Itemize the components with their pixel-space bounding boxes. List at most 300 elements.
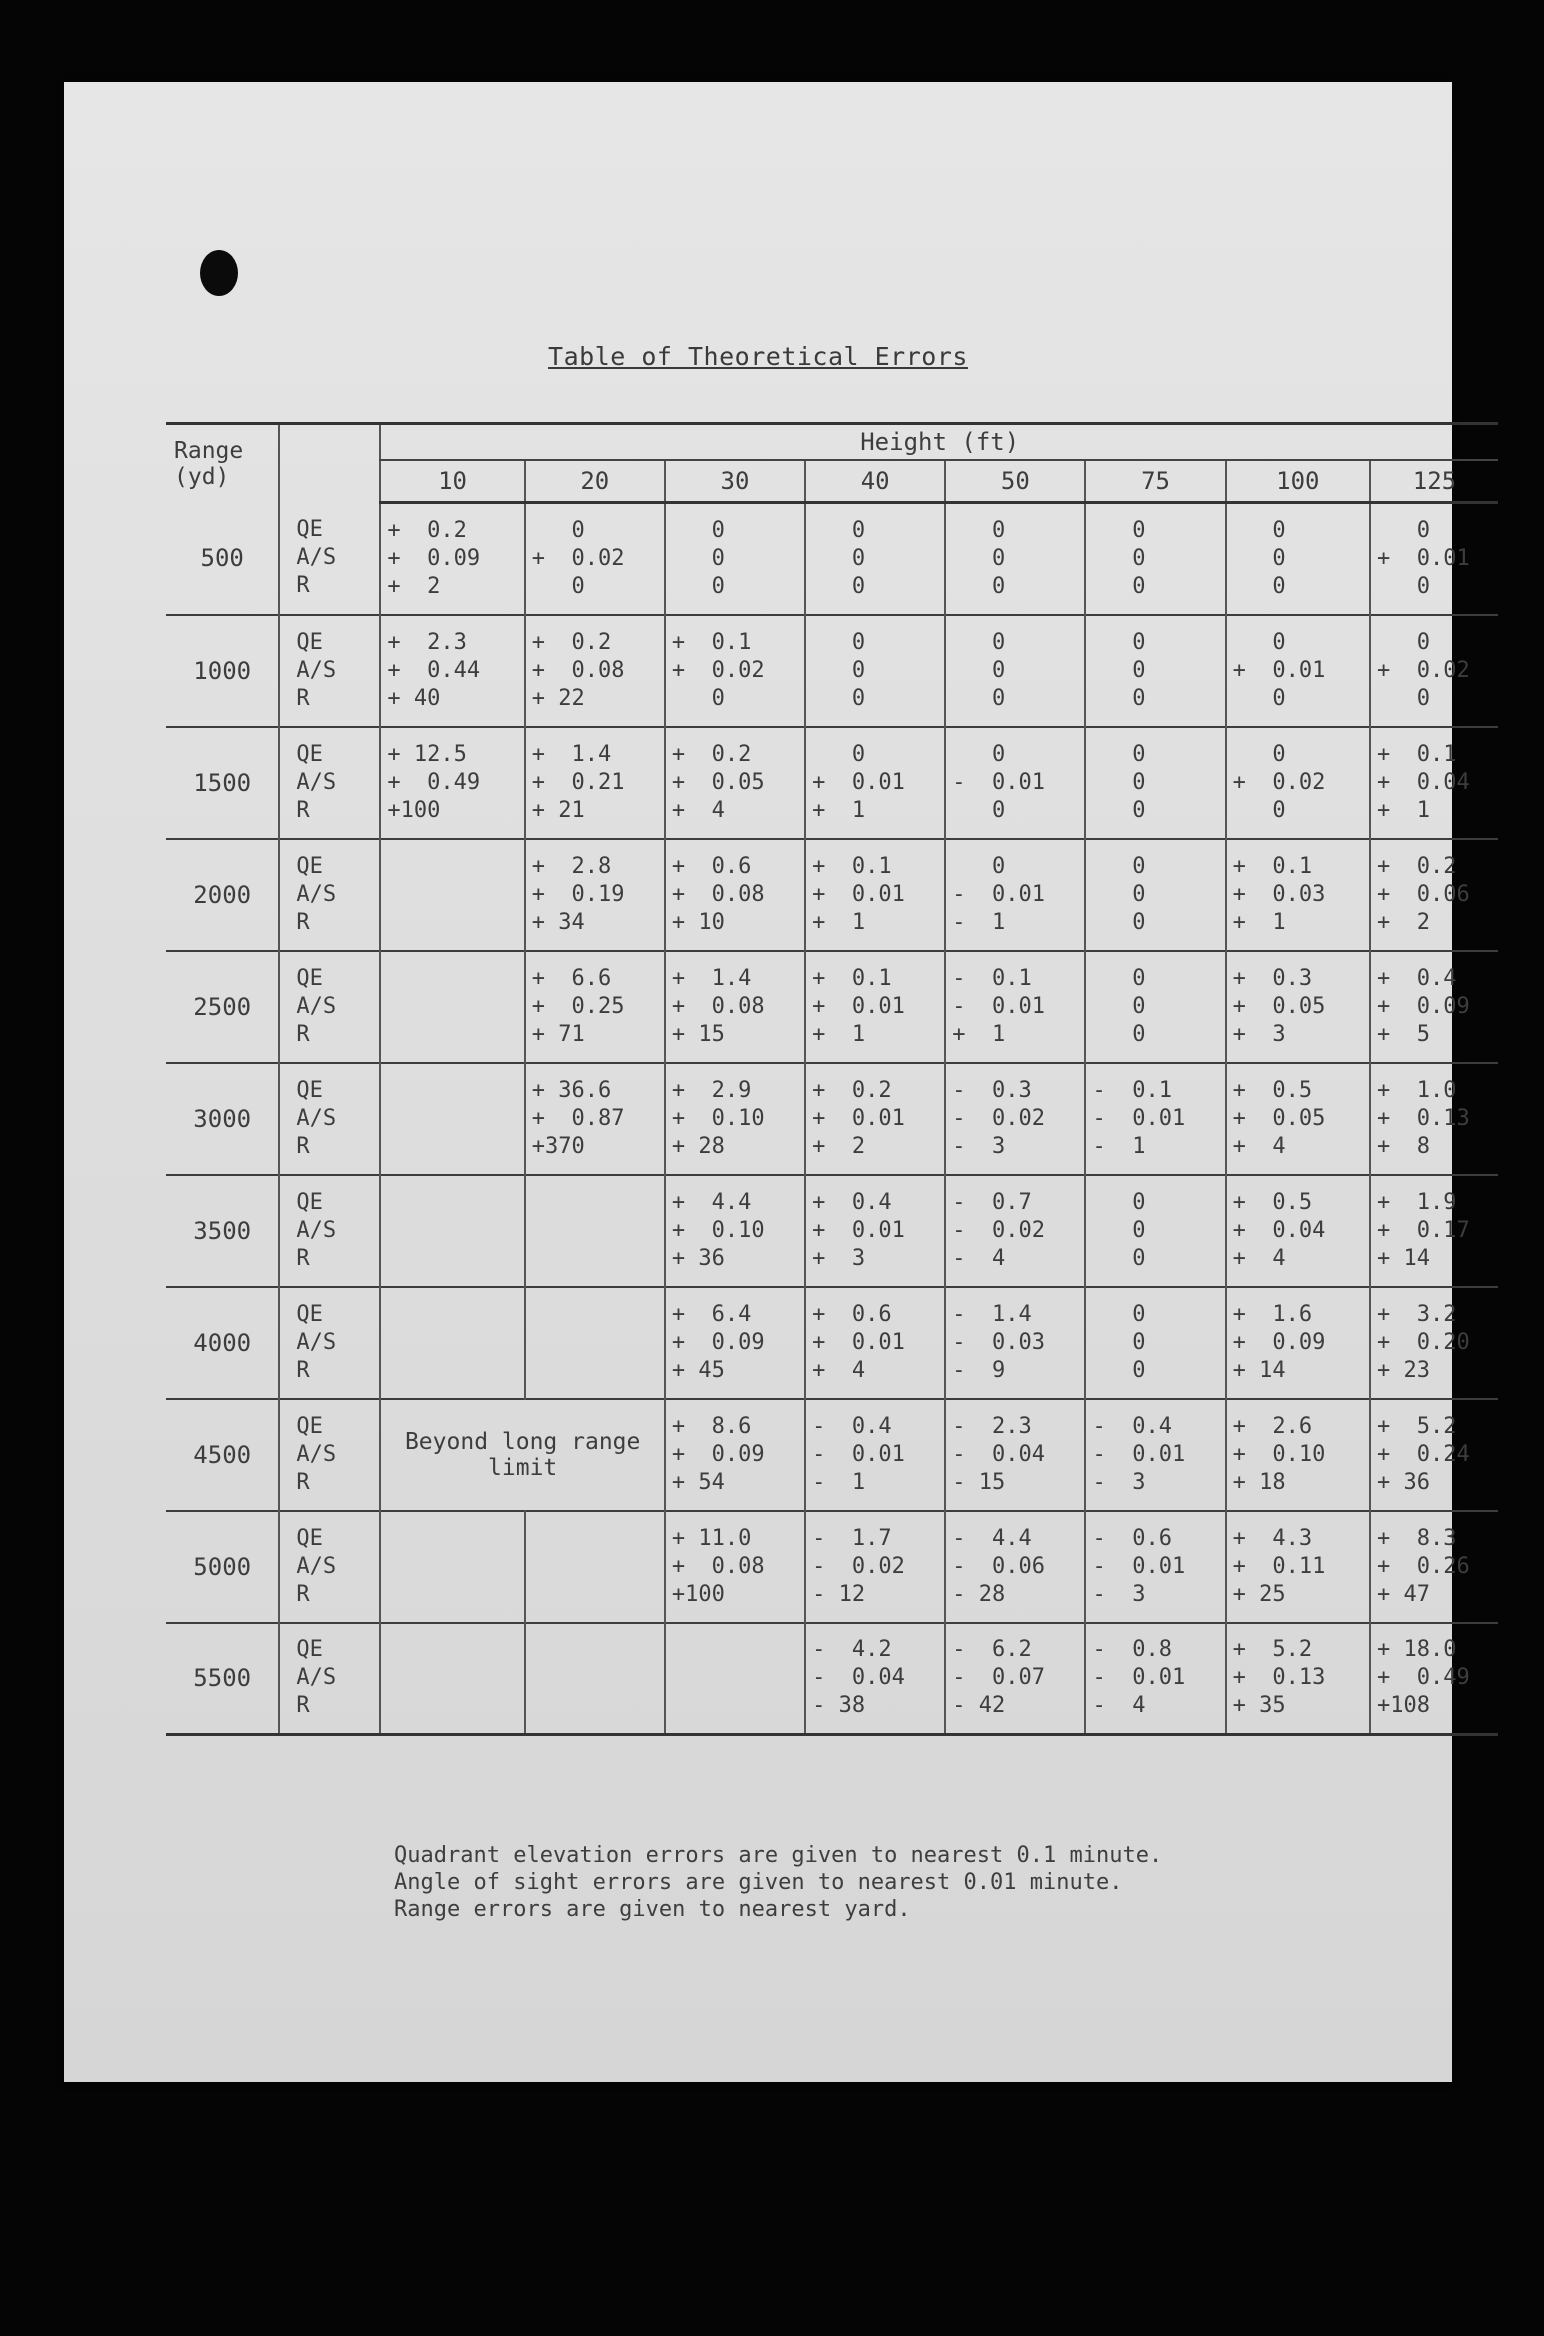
height-column-header: 75 bbox=[1085, 460, 1225, 503]
range-error-value: + 5 bbox=[1376, 1021, 1430, 1047]
table-title: Table of Theoretical Errors bbox=[548, 342, 968, 371]
qe-value: + 0.6 bbox=[671, 853, 752, 879]
range-value: 2000 bbox=[193, 880, 252, 909]
qe-value: + 0.4 bbox=[812, 1189, 892, 1215]
angle-of-sight-value: - 0.04 bbox=[812, 1665, 905, 1691]
error-cell bbox=[1085, 839, 1225, 951]
error-cell bbox=[525, 1623, 665, 1735]
row-labels bbox=[279, 951, 380, 1063]
qe-value: + 0.5 bbox=[1232, 1077, 1313, 1103]
error-cell bbox=[1085, 951, 1225, 1063]
angle-of-sight-value: 0 bbox=[1092, 545, 1146, 571]
error-cell bbox=[665, 503, 805, 615]
qe-value: + 8.3 bbox=[1376, 1525, 1457, 1551]
range-error-value: - 1 bbox=[1092, 1133, 1146, 1159]
error-cell bbox=[945, 1287, 1085, 1399]
error-cell bbox=[1226, 1399, 1370, 1511]
row-label: R bbox=[296, 1469, 310, 1495]
qe-value: + 5.2 bbox=[1232, 1637, 1313, 1663]
row-labels bbox=[279, 1399, 380, 1511]
table-row bbox=[166, 839, 1498, 951]
row-label: R bbox=[296, 909, 310, 935]
error-cell bbox=[665, 1063, 805, 1175]
range-error-value: 0 bbox=[1092, 573, 1146, 599]
error-cell bbox=[1226, 727, 1370, 839]
range-error-value bbox=[526, 1581, 664, 1609]
qe-value: + 12.5 bbox=[387, 741, 467, 767]
error-cell bbox=[1226, 1623, 1370, 1735]
error-cell bbox=[1226, 951, 1370, 1063]
qe-value: - 0.8 bbox=[1092, 1637, 1172, 1663]
range-error-value: +100 bbox=[387, 797, 441, 823]
error-cell bbox=[805, 1287, 945, 1399]
angle-of-sight-value: + 0.49 bbox=[1376, 1665, 1470, 1691]
error-cell bbox=[945, 727, 1085, 839]
height-column-header: 20 bbox=[525, 460, 665, 503]
qe-value: + 0.1 bbox=[812, 853, 892, 879]
row-label: QE bbox=[296, 1301, 323, 1327]
range-value: 2500 bbox=[193, 992, 252, 1021]
row-label: A/S bbox=[296, 657, 337, 683]
error-cell bbox=[805, 503, 945, 615]
qe-value: + 2.8 bbox=[531, 853, 612, 879]
range-error-value: - 1 bbox=[812, 1469, 866, 1495]
qe-value: - 0.6 bbox=[1092, 1525, 1172, 1551]
range-error-value bbox=[381, 1357, 523, 1385]
angle-of-sight-value: - 0.01 bbox=[1092, 1105, 1186, 1131]
qe-value bbox=[526, 1189, 664, 1217]
error-cell bbox=[945, 1063, 1085, 1175]
error-cell bbox=[1226, 839, 1370, 951]
row-label: A/S bbox=[296, 1105, 337, 1131]
qe-value: + 6.6 bbox=[531, 965, 612, 991]
range-error-value: 0 bbox=[812, 573, 866, 599]
error-cell bbox=[380, 503, 524, 615]
row-label: QE bbox=[296, 853, 323, 879]
range-error-value: + 2 bbox=[812, 1133, 866, 1159]
qe-value: 0 bbox=[1092, 629, 1146, 655]
range-error-value: + 10 bbox=[671, 909, 725, 935]
table-row bbox=[166, 727, 1498, 839]
row-label: R bbox=[296, 1021, 310, 1047]
range-error-value: 0 bbox=[1376, 573, 1430, 599]
range-value: 3000 bbox=[193, 1104, 252, 1133]
error-cell bbox=[665, 951, 805, 1063]
range-error-value: + 54 bbox=[671, 1469, 725, 1495]
qe-value: - 0.4 bbox=[1092, 1413, 1172, 1439]
qe-value: 0 bbox=[1376, 629, 1430, 655]
error-cell bbox=[805, 1175, 945, 1287]
angle-of-sight-value: - 0.01 bbox=[1092, 1665, 1186, 1691]
range-error-value: + 1 bbox=[952, 1021, 1006, 1047]
error-cell bbox=[525, 1511, 665, 1623]
qe-value: - 4.2 bbox=[812, 1637, 892, 1663]
height-header: Height (ft) bbox=[380, 424, 1498, 461]
range-error-value: +370 bbox=[531, 1133, 585, 1159]
qe-value: + 1.4 bbox=[671, 965, 752, 991]
range-error-value: + 22 bbox=[531, 685, 585, 711]
footnote-qe: Quadrant elevation errors are given to nearest 0.1 minute. bbox=[394, 1843, 1163, 1868]
range-error-value bbox=[666, 1692, 804, 1720]
qe-value: + 8.6 bbox=[671, 1413, 752, 1439]
qe-value: + 4.4 bbox=[671, 1189, 752, 1215]
range-error-value: + 15 bbox=[671, 1021, 725, 1047]
row-label: R bbox=[296, 1357, 310, 1383]
error-cell bbox=[665, 1175, 805, 1287]
row-label: A/S bbox=[296, 545, 337, 570]
range-error-value bbox=[526, 1357, 664, 1385]
angle-of-sight-value: - 0.01 bbox=[1092, 1553, 1186, 1579]
angle-of-sight-value bbox=[526, 1217, 664, 1245]
qe-value bbox=[526, 1525, 664, 1553]
angle-of-sight-value: 0 bbox=[1092, 1329, 1146, 1355]
range-error-value: + 1 bbox=[1376, 797, 1430, 823]
qe-value: 0 bbox=[812, 629, 866, 655]
range-error-value: + 36 bbox=[671, 1245, 725, 1271]
row-label: A/S bbox=[296, 993, 337, 1019]
error-cell bbox=[1085, 1063, 1225, 1175]
error-cell bbox=[945, 1175, 1085, 1287]
error-cell bbox=[525, 1063, 665, 1175]
error-cell bbox=[805, 1511, 945, 1623]
angle-of-sight-value: + 0.01 bbox=[812, 993, 905, 1019]
angle-of-sight-value: + 0.24 bbox=[1376, 1441, 1470, 1467]
qe-value: + 2.9 bbox=[671, 1077, 752, 1103]
error-cell bbox=[525, 727, 665, 839]
angle-of-sight-value: - 0.07 bbox=[952, 1665, 1045, 1691]
table-row bbox=[166, 951, 1498, 1063]
angle-of-sight-value: + 0.06 bbox=[1376, 881, 1470, 907]
range-error-value: - 4 bbox=[952, 1245, 1006, 1271]
qe-value: 0 bbox=[1092, 1189, 1146, 1215]
qe-value: + 11.0 bbox=[671, 1525, 752, 1551]
row-label: QE bbox=[296, 1413, 323, 1439]
error-cell bbox=[665, 727, 805, 839]
error-cell bbox=[1085, 1623, 1225, 1735]
error-cell bbox=[1370, 951, 1498, 1063]
row-label: QE bbox=[296, 1525, 323, 1551]
angle-of-sight-value: + 0.11 bbox=[1232, 1553, 1326, 1579]
error-cell bbox=[525, 839, 665, 951]
qe-value: 0 bbox=[952, 629, 1006, 655]
range-error-value: + 2 bbox=[1376, 909, 1430, 935]
range-error-value: + 1 bbox=[812, 909, 866, 935]
qe-value bbox=[526, 1301, 664, 1329]
row-label: QE bbox=[296, 1637, 323, 1663]
range-error-value: - 3 bbox=[952, 1133, 1006, 1159]
angle-of-sight-value: 0 bbox=[1092, 769, 1146, 795]
angle-of-sight-value: 0 bbox=[1232, 545, 1286, 571]
angle-of-sight-value: - 0.02 bbox=[952, 1217, 1045, 1243]
row-label: R bbox=[296, 1581, 310, 1607]
range-header-unit: (yd) bbox=[174, 463, 230, 490]
angle-of-sight-value bbox=[381, 881, 523, 909]
row-label: A/S bbox=[296, 1217, 337, 1243]
row-label: A/S bbox=[296, 1553, 337, 1579]
angle-of-sight-value bbox=[526, 1329, 664, 1357]
angle-of-sight-value: + 0.04 bbox=[1232, 1217, 1326, 1243]
range-error-value: + 34 bbox=[531, 909, 585, 935]
angle-of-sight-value: - 0.01 bbox=[952, 881, 1045, 907]
range-error-value: + 1 bbox=[812, 1021, 866, 1047]
range-value: 4000 bbox=[193, 1328, 252, 1357]
qe-value: 0 bbox=[1376, 517, 1430, 543]
error-cell bbox=[380, 951, 524, 1063]
qe-value: 0 bbox=[1232, 517, 1286, 543]
height-column-header: 50 bbox=[945, 460, 1085, 503]
row-labels bbox=[279, 615, 380, 727]
angle-of-sight-value: + 0.09 bbox=[671, 1441, 765, 1467]
range-error-value: +108 bbox=[1376, 1693, 1430, 1719]
table-row bbox=[166, 1063, 1498, 1175]
range-error-value bbox=[381, 909, 523, 937]
row-label: QE bbox=[296, 517, 323, 542]
range-error-value: + 4 bbox=[1232, 1133, 1286, 1159]
qe-value: 0 bbox=[1092, 853, 1146, 879]
angle-of-sight-value: + 0.02 bbox=[1232, 769, 1326, 795]
qe-value: 0 bbox=[671, 517, 725, 543]
error-cell bbox=[1226, 503, 1370, 615]
range-error-value: - 42 bbox=[952, 1693, 1006, 1719]
range-error-value bbox=[381, 1581, 523, 1609]
range-error-value: + 23 bbox=[1376, 1357, 1430, 1383]
range-error-value: 0 bbox=[1092, 797, 1146, 823]
qe-value: + 6.4 bbox=[671, 1301, 752, 1327]
range-error-value: + 71 bbox=[531, 1021, 585, 1047]
table-row bbox=[166, 615, 1498, 727]
qe-value: + 5.2 bbox=[1376, 1413, 1457, 1439]
qe-value: 0 bbox=[1232, 629, 1286, 655]
error-cell bbox=[1085, 615, 1225, 727]
error-cell bbox=[525, 951, 665, 1063]
error-cell bbox=[945, 1511, 1085, 1623]
error-cell bbox=[1085, 1511, 1225, 1623]
angle-of-sight-value: + 0.09 bbox=[1376, 993, 1470, 1019]
range-error-value: 0 bbox=[952, 573, 1006, 599]
range-error-value: + 18 bbox=[1232, 1469, 1286, 1495]
error-cell bbox=[1370, 615, 1498, 727]
error-cell bbox=[1085, 1175, 1225, 1287]
angle-of-sight-value: 0 bbox=[1092, 881, 1146, 907]
error-cell bbox=[1226, 615, 1370, 727]
qe-value: 0 bbox=[1232, 741, 1286, 767]
row-label: QE bbox=[296, 741, 323, 767]
range-error-value: - 4 bbox=[1092, 1693, 1146, 1719]
error-cell bbox=[1085, 503, 1225, 615]
error-cell bbox=[945, 1623, 1085, 1735]
angle-of-sight-value: + 0.26 bbox=[1376, 1553, 1470, 1579]
range-error-value: + 21 bbox=[531, 797, 585, 823]
error-cell bbox=[945, 615, 1085, 727]
error-cell bbox=[1085, 1399, 1225, 1511]
error-cell bbox=[665, 1287, 805, 1399]
range-error-value: + 14 bbox=[1232, 1357, 1286, 1383]
angle-of-sight-value: - 0.01 bbox=[1092, 1441, 1186, 1467]
qe-value: + 2.6 bbox=[1232, 1413, 1313, 1439]
error-cell bbox=[1370, 1063, 1498, 1175]
qe-value: 0 bbox=[812, 517, 866, 543]
range-header-label: Range bbox=[174, 437, 244, 464]
range-error-value: + 2 bbox=[387, 573, 441, 599]
range-value: 5500 bbox=[193, 1664, 252, 1693]
angle-of-sight-value: 0 bbox=[1092, 1217, 1146, 1243]
angle-of-sight-value: 0 bbox=[1092, 657, 1146, 683]
qe-value bbox=[381, 1636, 523, 1664]
row-label: A/S bbox=[296, 1329, 337, 1355]
angle-of-sight-value: + 0.44 bbox=[387, 657, 481, 683]
angle-of-sight-value: + 0.02 bbox=[671, 657, 765, 683]
row-label: R bbox=[296, 1693, 310, 1719]
qe-value: - 0.3 bbox=[952, 1077, 1032, 1103]
range-error-value: 0 bbox=[671, 573, 725, 599]
error-cell bbox=[805, 839, 945, 951]
range-error-value: 0 bbox=[1232, 797, 1286, 823]
error-cell bbox=[805, 1063, 945, 1175]
angle-of-sight-value: - 0.01 bbox=[952, 769, 1045, 795]
row-label: QE bbox=[296, 1077, 323, 1103]
error-cell bbox=[945, 503, 1085, 615]
angle-of-sight-value: 0 bbox=[812, 657, 866, 683]
range-error-value: + 40 bbox=[387, 685, 441, 711]
qe-value: - 6.2 bbox=[952, 1637, 1032, 1663]
qe-value: - 0.4 bbox=[812, 1413, 892, 1439]
error-cell bbox=[665, 1399, 805, 1511]
error-cell bbox=[1370, 839, 1498, 951]
range-error-value: 0 bbox=[1092, 909, 1146, 935]
range-error-value: - 9 bbox=[952, 1357, 1006, 1383]
qe-value bbox=[381, 1525, 523, 1553]
error-cell bbox=[665, 1511, 805, 1623]
row-label: R bbox=[296, 1133, 310, 1159]
range-error-value: - 12 bbox=[812, 1581, 866, 1607]
error-cell bbox=[1370, 1623, 1498, 1735]
error-cell bbox=[665, 839, 805, 951]
qe-value: + 0.2 bbox=[387, 517, 467, 543]
qe-value: + 0.2 bbox=[671, 741, 752, 767]
row-label: A/S bbox=[296, 881, 337, 907]
range-error-value: + 8 bbox=[1376, 1133, 1430, 1159]
table-row bbox=[166, 1287, 1498, 1399]
error-cell bbox=[805, 615, 945, 727]
range-error-value bbox=[381, 1245, 523, 1273]
qe-value: - 1.7 bbox=[812, 1525, 892, 1551]
angle-of-sight-value bbox=[381, 1105, 523, 1133]
height-column-header: 10 bbox=[380, 460, 524, 503]
table-body bbox=[166, 503, 1498, 1735]
error-cell bbox=[525, 1287, 665, 1399]
qe-value: + 0.2 bbox=[531, 629, 612, 655]
error-cell bbox=[1226, 1175, 1370, 1287]
document-page bbox=[64, 82, 1470, 2082]
qe-value: + 1.0 bbox=[1376, 1077, 1457, 1103]
range-error-value: - 3 bbox=[1092, 1581, 1146, 1607]
height-column-header: 40 bbox=[805, 460, 945, 503]
range-error-value: 0 bbox=[1092, 1021, 1146, 1047]
error-cell bbox=[1085, 1287, 1225, 1399]
angle-of-sight-value: + 0.10 bbox=[671, 1217, 765, 1243]
angle-of-sight-value: - 0.04 bbox=[952, 1441, 1045, 1467]
angle-of-sight-value: + 0.01 bbox=[1376, 545, 1470, 571]
row-labels bbox=[279, 1063, 380, 1175]
angle-of-sight-value bbox=[381, 993, 523, 1021]
range-error-value: - 15 bbox=[952, 1469, 1006, 1495]
error-cell bbox=[380, 1063, 524, 1175]
height-column-header: 125 bbox=[1370, 460, 1498, 503]
angle-of-sight-value: + 0.87 bbox=[531, 1105, 625, 1131]
table-row bbox=[166, 1511, 1498, 1623]
qe-value: + 0.2 bbox=[1376, 853, 1457, 879]
range-error-value: + 45 bbox=[671, 1357, 725, 1383]
angle-of-sight-value: + 0.09 bbox=[387, 545, 481, 571]
range-error-value: 0 bbox=[531, 573, 585, 599]
row-labels bbox=[279, 1511, 380, 1623]
angle-of-sight-value: + 0.19 bbox=[531, 881, 625, 907]
error-cell bbox=[665, 615, 805, 727]
error-cell bbox=[1370, 1287, 1498, 1399]
qe-value: + 0.5 bbox=[1232, 1189, 1313, 1215]
range-error-value: - 1 bbox=[952, 909, 1006, 935]
qe-value bbox=[526, 1636, 664, 1664]
row-label: A/S bbox=[296, 769, 337, 795]
range-error-value: 0 bbox=[1092, 685, 1146, 711]
angle-of-sight-value: + 0.02 bbox=[531, 545, 625, 571]
qe-value bbox=[381, 1301, 523, 1329]
angle-of-sight-value bbox=[666, 1664, 804, 1692]
angle-of-sight-value: + 0.09 bbox=[671, 1329, 765, 1355]
angle-of-sight-value: + 0.49 bbox=[387, 769, 481, 795]
range-value: 1000 bbox=[193, 656, 252, 685]
error-cell bbox=[380, 1511, 524, 1623]
range-error-value: + 4 bbox=[812, 1357, 866, 1383]
range-error-value: - 3 bbox=[1092, 1469, 1146, 1495]
qe-value: + 0.2 bbox=[812, 1077, 892, 1103]
qe-value: + 0.3 bbox=[1232, 965, 1313, 991]
angle-of-sight-value: - 0.01 bbox=[812, 1441, 905, 1467]
qe-value: + 0.1 bbox=[671, 629, 752, 655]
angle-of-sight-value bbox=[526, 1553, 664, 1581]
qe-value bbox=[381, 1189, 523, 1217]
angle-of-sight-value: + 0.17 bbox=[1376, 1217, 1470, 1243]
error-cell bbox=[665, 1623, 805, 1735]
range-error-value: + 25 bbox=[1232, 1581, 1286, 1607]
angle-of-sight-value: - 0.06 bbox=[952, 1553, 1045, 1579]
label-header bbox=[279, 424, 380, 503]
row-labels bbox=[279, 1623, 380, 1735]
table-row bbox=[166, 503, 1498, 615]
error-cell bbox=[1226, 1063, 1370, 1175]
angle-of-sight-value bbox=[526, 1664, 664, 1692]
qe-value bbox=[666, 1636, 804, 1664]
range-error-value: 0 bbox=[1092, 1357, 1146, 1383]
table-row bbox=[166, 1175, 1498, 1287]
qe-value: + 0.1 bbox=[1232, 853, 1313, 879]
qe-value: - 2.3 bbox=[952, 1413, 1032, 1439]
qe-value: 0 bbox=[952, 741, 1006, 767]
punch-hole bbox=[200, 250, 238, 296]
range-error-value: + 4 bbox=[671, 797, 725, 823]
range-error-value: 0 bbox=[1092, 1245, 1146, 1271]
qe-value: + 0.1 bbox=[1376, 741, 1457, 767]
row-label: R bbox=[296, 797, 310, 823]
error-cell bbox=[380, 1623, 524, 1735]
angle-of-sight-value: + 0.08 bbox=[671, 1553, 765, 1579]
qe-value: + 0.1 bbox=[812, 965, 892, 991]
range-value: 4500 bbox=[193, 1440, 252, 1469]
error-cell bbox=[1370, 1175, 1498, 1287]
range-error-value bbox=[526, 1692, 664, 1720]
angle-of-sight-value bbox=[381, 1664, 523, 1692]
error-cell bbox=[525, 1175, 665, 1287]
